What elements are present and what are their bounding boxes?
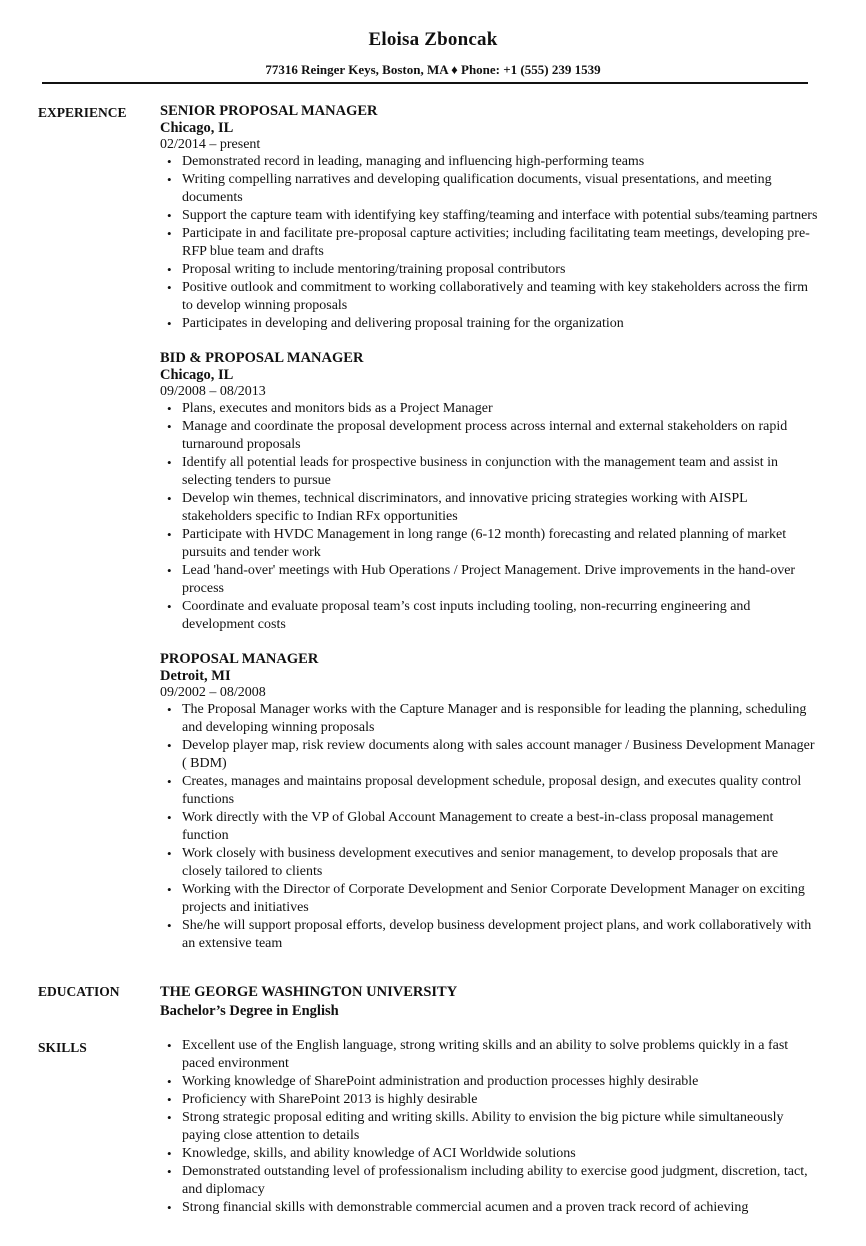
skills-list xyxy=(160,1037,820,1217)
bullet-item: • Coordinate and evaluate proposal team’s cost inputs including tooling, non-recurring engineering and development costs xyxy=(160,598,820,634)
job-bullets xyxy=(160,400,820,634)
skill-item: • Demonstrated outstanding level of professionalism including ability to exercise good judgment, discretion, tact, and diplomacy xyxy=(160,1163,820,1199)
job-location: Detroit, MI xyxy=(160,668,231,684)
education-section xyxy=(38,981,866,1021)
job-bullets xyxy=(160,701,820,953)
skill-item: • Excellent use of the English language, strong writing skills and an ability to solve problems quickly in a fast paced environment xyxy=(160,1037,820,1073)
bullet-item: • Participate with HVDC Management in long range (6-12 month) forecasting and related planning of market pursuits and tender work xyxy=(160,526,820,562)
bullet-item: • Demonstrated record in leading, managing and influencing high-performing teams xyxy=(160,153,820,171)
header-divider xyxy=(42,82,808,84)
bullet-item: • Work closely with business development executives and senior management, to develop proposals that are closely tailored to clients xyxy=(160,845,820,881)
bullet-item: • Work directly with the VP of Global Account Management to create a best-in-class proposal management function xyxy=(160,809,820,845)
job-title: SENIOR PROPOSAL MANAGER xyxy=(160,103,378,119)
skills-section xyxy=(38,1037,866,1217)
job-entry xyxy=(160,102,820,333)
section-heading-education: EDUCATION xyxy=(38,984,120,999)
experience-list xyxy=(160,102,820,969)
education-body xyxy=(160,981,820,1021)
job-location: Chicago, IL xyxy=(160,367,234,383)
job-title: PROPOSAL MANAGER xyxy=(160,651,319,667)
candidate-name: Eloisa Zboncak xyxy=(368,29,498,50)
job-dates: 02/2014 – present xyxy=(160,137,261,152)
bullet-item: • Creates, manages and maintains proposal development schedule, proposal design, and executes quality control functions xyxy=(160,773,820,809)
job-bullets xyxy=(160,153,820,333)
job-dates: 09/2008 – 08/2013 xyxy=(160,384,266,399)
bullet-item: • Proposal writing to include mentoring/training proposal contributors xyxy=(160,261,820,279)
skill-item: • Strong financial skills with demonstrable commercial acumen and a proven track record of achieving xyxy=(160,1199,820,1217)
job-location: Chicago, IL xyxy=(160,120,234,136)
job-title: BID & PROPOSAL MANAGER xyxy=(160,350,364,366)
contact-line: 77316 Reinger Keys, Boston, MA ♦ Phone: +1 (555) 239 1539 xyxy=(265,62,601,77)
bullet-item: • Participates in developing and delivering proposal training for the organization xyxy=(160,315,820,333)
job-entry xyxy=(160,349,820,634)
skill-item: • Knowledge, skills, and ability knowledge of ACI Worldwide solutions xyxy=(160,1145,820,1163)
bullet-item: • Support the capture team with identifying key staffing/teaming and interface with potential subs/teaming partners xyxy=(160,207,820,225)
skill-item: • Proficiency with SharePoint 2013 is highly desirable xyxy=(160,1091,820,1109)
bullet-item: • She/he will support proposal efforts, develop business development project plans, and work collaboratively with an extensive team xyxy=(160,917,820,953)
job-dates: 09/2002 – 08/2008 xyxy=(160,685,266,700)
skill-item: • Working knowledge of SharePoint administration and production processes highly desirable xyxy=(160,1073,820,1091)
resume-header xyxy=(0,0,866,78)
bullet-item: • Develop win themes, technical discriminators, and innovative pricing strategies working with AISPL stakeholders specific to Indian RFx opportunities xyxy=(160,490,820,526)
bullet-item: • Identify all potential leads for prospective business in conjunction with the management team and assist in selecting tenders to pursue xyxy=(160,454,820,490)
bullet-item: • Writing compelling narratives and developing qualification documents, visual presentations, and meeting documents xyxy=(160,171,820,207)
school-name: THE GEORGE WASHINGTON UNIVERSITY xyxy=(160,984,458,1000)
section-heading-experience: EXPERIENCE xyxy=(38,105,127,120)
skill-item: • Strong strategic proposal editing and writing skills. Ability to envision the big picture while simultaneously paying close attention to details xyxy=(160,1109,820,1145)
skills-body xyxy=(160,1037,820,1217)
bullet-item: • Plans, executes and monitors bids as a Project Manager xyxy=(160,400,820,418)
bullet-item: • Positive outlook and commitment to working collaboratively and teaming with key stakeholders across the firm to develop winning proposals xyxy=(160,279,820,315)
bullet-item: • Develop player map, risk review documents along with sales account manager / Business Development Manager ( BDM) xyxy=(160,737,820,773)
bullet-item: • Lead 'hand-over' meetings with Hub Operations / Project Management. Drive improvements in the hand-over process xyxy=(160,562,820,598)
section-heading-skills: SKILLS xyxy=(38,1040,87,1055)
bullet-item: • Manage and coordinate the proposal development process across internal and external stakeholders on rapid turnaround proposals xyxy=(160,418,820,454)
bullet-item: • The Proposal Manager works with the Capture Manager and is responsible for leading the planning, scheduling and developing winning proposals xyxy=(160,701,820,737)
degree-name: Bachelor’s Degree in English xyxy=(160,1003,339,1019)
job-entry xyxy=(160,650,820,953)
bullet-item: • Participate in and facilitate pre-proposal capture activities; including facilitating team meetings, developing pre-RFP blue team and drafts xyxy=(160,225,820,261)
experience-section xyxy=(38,102,866,969)
bullet-item: • Working with the Director of Corporate Development and Senior Corporate Development Manager on exciting projects and initiatives xyxy=(160,881,820,917)
